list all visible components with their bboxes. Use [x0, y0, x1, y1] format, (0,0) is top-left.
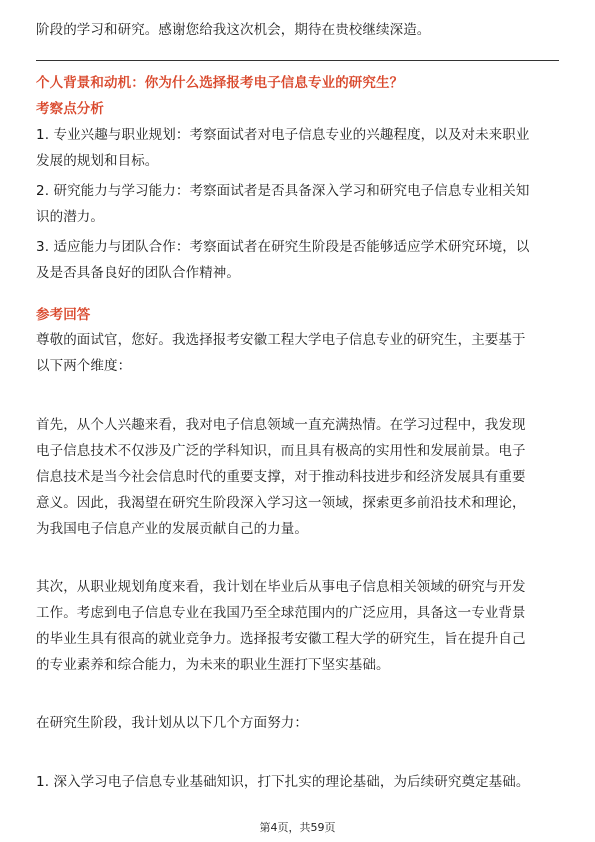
- answer-line: 其次，从职业规划角度来看，我计划在毕业后从事电子信息相关领域的研究与开发: [36, 579, 526, 595]
- answer-line: 首先，从个人兴趣来看，我对电子信息领域一直充满热情。在学习过程中，我发现: [36, 417, 526, 433]
- answer-line: 以下两个维度：: [36, 358, 132, 374]
- analysis-line: 3. 适应能力与团队合作：考察面试者在研究生阶段是否能够适应学术研究环境，以: [36, 239, 530, 255]
- answer-line: 为我国电子信息产业的发展贡献自己的力量。: [36, 521, 308, 537]
- document-page: [36, 0, 559, 842]
- answer-line: 在研究生阶段，我计划从以下几个方面努力：: [36, 715, 308, 731]
- answer-line: 信息技术是当今社会信息时代的重要支撑，对于推动科技进步和经济发展具有重要: [36, 469, 526, 485]
- analysis-line: 识的潜力。: [36, 209, 104, 225]
- answer-heading: 参考回答: [36, 307, 91, 323]
- analysis-line: 发展的规划和目标。: [36, 153, 159, 169]
- answer-line: 尊敬的面试官，您好。我选择报考安徽工程大学电子信息专业的研究生，主要基于: [36, 332, 526, 348]
- analysis-line: 及是否具备良好的团队合作精神。: [36, 265, 240, 281]
- question-title: 个人背景和动机：你为什么选择报考电子信息专业的研究生？: [36, 75, 404, 91]
- section-divider: [36, 60, 559, 61]
- answer-line: 的专业素养和综合能力，为未来的职业生涯打下坚实基础。: [36, 657, 390, 673]
- answer-line: 的毕业生具有很高的就业竞争力。选择报考安徽工程大学的研究生，旨在提升自己: [36, 631, 526, 647]
- intro-tail-text: 阶段的学习和研究。感谢您给我这次机会，期待在贵校继续深造。: [36, 22, 431, 38]
- analysis-heading: 考察点分析: [36, 101, 104, 117]
- page-number: 第4页，共59页: [259, 821, 336, 834]
- answer-line: 1. 深入学习电子信息专业基础知识，打下扎实的理论基础，为后续研究奠定基础。: [36, 774, 530, 790]
- answer-line: 电子信息技术不仅涉及广泛的学科知识，而且具有极高的实用性和发展前景。电子: [36, 443, 526, 459]
- analysis-line: 2. 研究能力与学习能力：考察面试者是否具备深入学习和研究电子信息专业相关知: [36, 183, 530, 199]
- answer-line: 意义。因此，我渴望在研究生阶段深入学习这一领域，探索更多前沿技术和理论，: [36, 495, 526, 511]
- analysis-line: 1. 专业兴趣与职业规划：考察面试者对电子信息专业的兴趣程度，以及对未来职业: [36, 127, 530, 143]
- answer-line: 工作。考虑到电子信息专业在我国乃至全球范围内的广泛应用，具备这一专业背景: [36, 605, 526, 621]
